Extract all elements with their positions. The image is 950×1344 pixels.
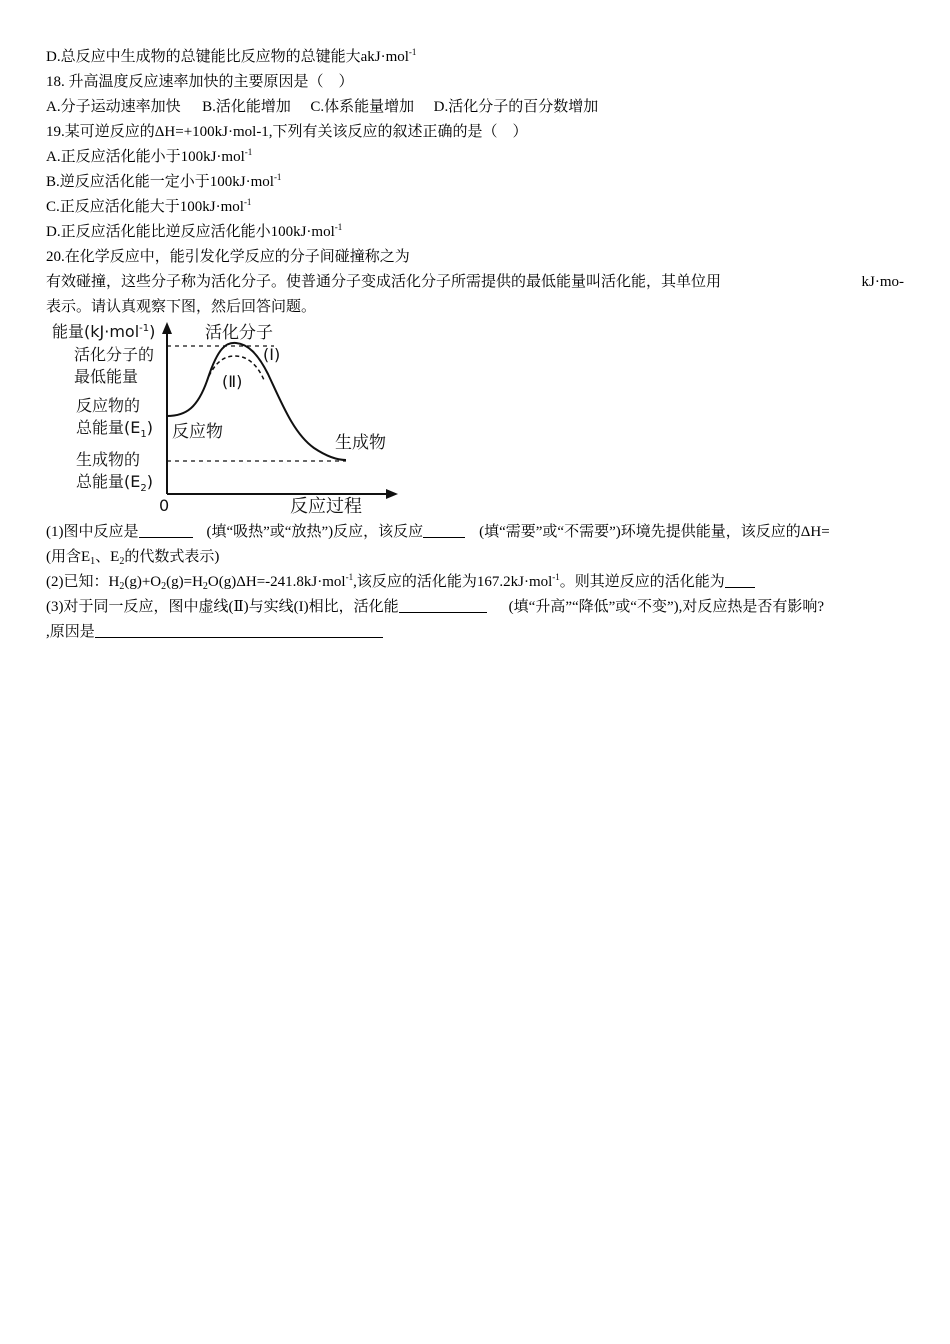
q20-part1-line2: (用含$E_1$、$E_2$的代数式表示) [46, 549, 220, 567]
q18-options [46, 97, 598, 117]
reactant-label: 反应物 [172, 422, 223, 442]
q18-option-a: A.分子运动速率加快 [46, 99, 181, 115]
x-axis-arrow [386, 489, 398, 499]
q20-unit: kJ·mo- [861, 274, 904, 290]
q20-part3-line1: (3)对于同一反应，图中虚线(Ⅱ)与实线(I)相比，活化能 (填“升高”“降低”或“不变”),对反应热是否有影响? [46, 599, 825, 615]
q19-option-d: D.正反应活化能比逆反应活化能小100kJ·mol$^{-1}$ [46, 222, 343, 240]
reactant-level-label-2: 总能量$(E_1)$ [76, 418, 153, 440]
q18-option-d: D.活化分子的百分数增加 [433, 99, 599, 115]
q20-stem-line3: 表示。请认真观察下图，然后回答问题。 [46, 299, 317, 315]
product-level-label-2: 总能量$(E_2)$ [76, 472, 153, 494]
x-axis-label: 反应过程 [290, 496, 362, 517]
q18-option-b: B.活化能增加 [202, 99, 291, 115]
q20-part2: (2)已知：$H_2(g)+O_2(g)=H_2O(g)\Delta H=-241.8kJ\cdot mol^{-1}$,该反应的活化能为167.2kJ·mol$^{-1}$。则其逆反应的活化能为 [46, 572, 755, 592]
origin-label: 0 [159, 496, 170, 515]
q20-stem-line1: 20.在化学反应中，能引发化学反应的分子间碰撞称之为 [46, 249, 410, 265]
y-axis-label: 能量(kJ·mol$^{-1}$) [52, 322, 156, 341]
answer-blank-5[interactable] [95, 623, 383, 638]
q20-part1-line1: (1)图中反应是 (填“吸热”或“放热”)反应，该反应 (填“需要”或“不需要”)环境先提供能量，该反应的ΔH= [46, 524, 830, 540]
q19-option-a: A.正反应活化能小于100kJ·mol$^{-1}$ [46, 147, 253, 165]
curve-2-label: (Ⅱ) [222, 372, 243, 391]
activated-level-label-1: 活化分子的 [74, 345, 155, 364]
answer-blank-4[interactable] [399, 598, 487, 613]
q20-part3-line2: ,原因是 [46, 622, 383, 642]
answer-blank-1[interactable] [139, 523, 193, 538]
curve-1-label: (Ⅰ) [263, 345, 281, 364]
q20-stem-line2: 有效碰撞，这些分子称为活化分子。使普通分子变成活化分子所需提供的最低能量叫活化能，其单位用 kJ·mo- [46, 274, 904, 290]
activated-level-label-2: 最低能量 [74, 367, 139, 386]
q18-option-c: C.体系能量增加 [310, 99, 415, 115]
curve-1 [167, 343, 346, 460]
q17-option-d: D.总反应中生成物的总键能比反应物的总键能大akJ·mol$^{-1}$ [46, 47, 417, 65]
q19-option-c: C.正反应活化能大于100kJ·mol$^{-1}$ [46, 197, 252, 215]
y-axis-arrow [162, 322, 172, 334]
answer-blank-2[interactable] [423, 523, 465, 538]
q19-option-b: B.逆反应活化能一定小于100kJ·mol$^{-1}$ [46, 172, 282, 190]
product-level-label-1: 生成物的 [76, 450, 141, 469]
q18-stem: 18. 升高温度反应速率加快的主要原因是（ ） [46, 74, 354, 90]
energy-diagram [46, 318, 406, 518]
product-label: 生成物 [335, 433, 386, 453]
peak-label: 活化分子 [205, 323, 273, 343]
answer-blank-3[interactable] [725, 573, 755, 588]
q19-stem: 19.某可逆反应的ΔH=+100kJ·mol-1,下列有关该反应的叙述正确的是（ ） [46, 124, 528, 140]
reactant-level-label-1: 反应物的 [76, 396, 141, 415]
